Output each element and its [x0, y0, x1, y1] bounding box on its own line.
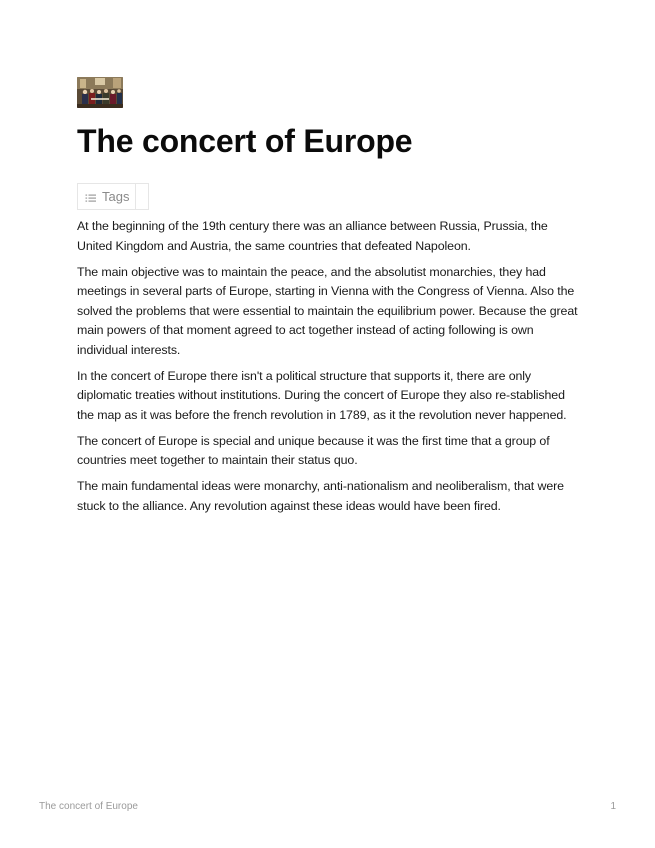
- footer-document-title: The concert of Europe: [39, 801, 138, 812]
- painting-thumbnail-icon: [77, 77, 123, 108]
- tags-property-label[interactable]: [78, 184, 136, 209]
- paragraph: The main fundamental ideas were monarchy, anti-nationalism and neoliberalism, that were stuck to the alliance. Any revolution against these ideas would have been fired.: [77, 479, 564, 513]
- paragraph: The concert of Europe is special and unique because it was the first time that a group of countries meet together to maintain their status quo.: [77, 433, 550, 467]
- tags-property[interactable]: [77, 183, 149, 210]
- footer-page-number: 1: [610, 801, 616, 812]
- list-icon: [85, 191, 97, 203]
- tags-label: Tags: [102, 189, 130, 204]
- paragraph: The main objective was to maintain the peace, and the absolutist monarchies, they had meetings in several parts of Europe, starting in Vienna with the Congress of Vienna. Also the solved the problems that were essential to maintain the equilibrium power. Because the great main powers of that moment agreed to act together instead of acting following is own individual interests.: [77, 264, 578, 357]
- page-content: [77, 217, 579, 523]
- paragraph: At the beginning of the 19th century there was an alliance between Russia, Prussia, the United Kingdom and Austria, the same countries that defeated Napoleon.: [77, 219, 548, 253]
- paragraph: In the concert of Europe there isn't a political structure that supports it, there are only diplomatic treaties without institutions. During the concert of Europe they also re-stablished the map as it was before the french revolution in 1789, as it the revolution never happened.: [77, 368, 567, 422]
- page-title: The concert of Europe: [77, 123, 413, 159]
